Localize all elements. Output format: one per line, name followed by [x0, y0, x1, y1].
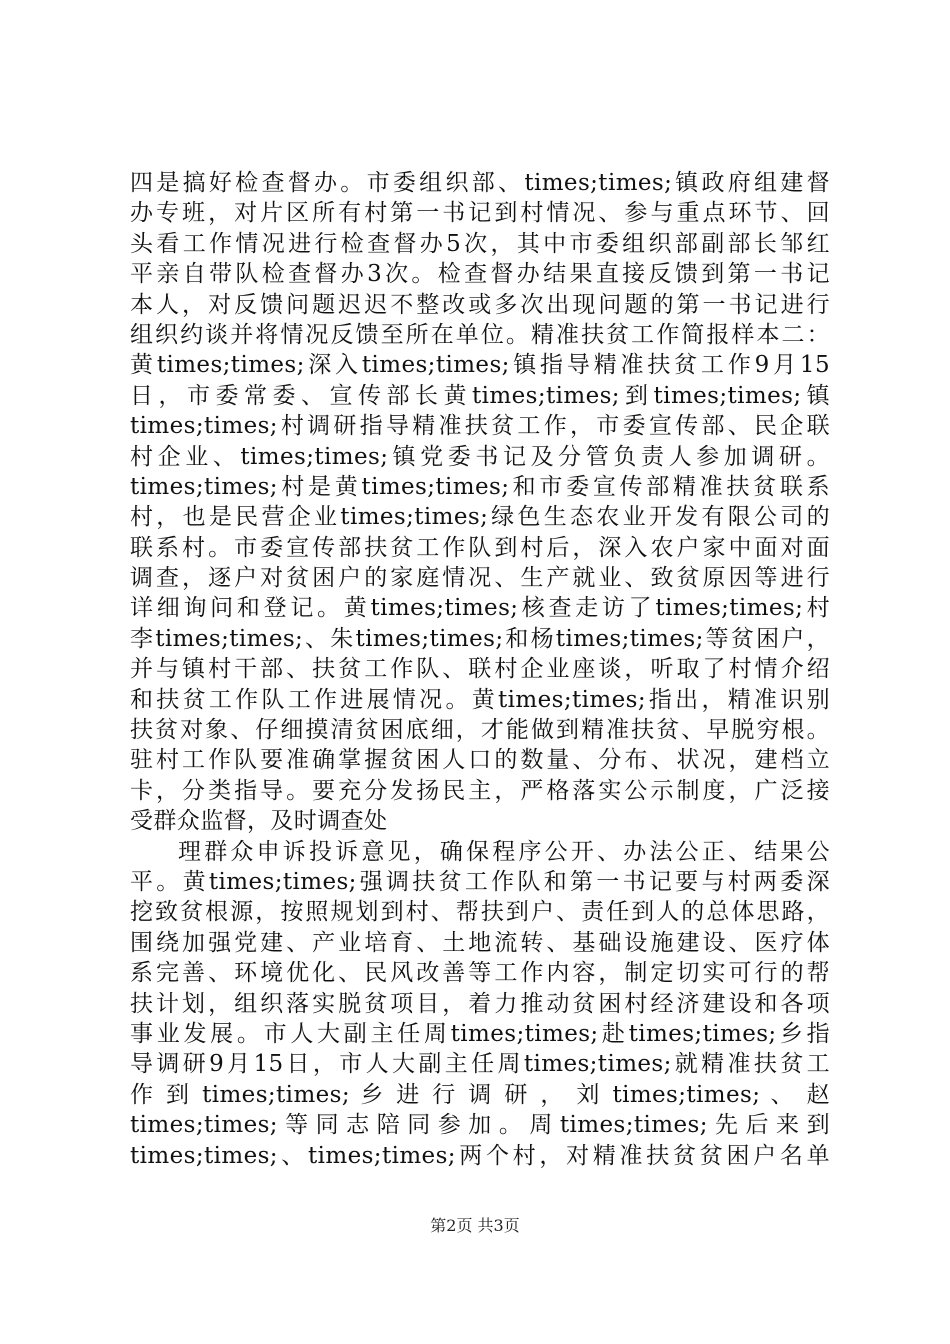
- text-line: times;times;村是黄times;times;和市委宣传部精准扶贫联系: [130, 473, 830, 500]
- text-line: 黄times;times;深入times;times;镇指导精准扶贫工作9月15: [130, 352, 830, 379]
- text-line: times;times;等同志陪同参加。周times;times;先后来到: [130, 1112, 830, 1139]
- text-line: 驻村工作队要准确掌握贫困人口的数量、分布、状况，建档立: [130, 747, 830, 774]
- text-line: 围绕加强党建、产业培育、土地流转、基础设施建设、医疗体: [130, 929, 830, 956]
- text-line: 办专班，对片区所有村第一书记到村情况、参与重点环节、回: [130, 200, 830, 227]
- paragraph-2: [130, 837, 830, 1171]
- text-line: times;times;村调研指导精准扶贫工作，市委宣传部、民企联: [130, 413, 830, 440]
- text-line: 受群众监督，及时调查处: [130, 808, 388, 835]
- paragraph-1: [130, 168, 830, 837]
- text-line: times;times;、times;times;两个村，对精准扶贫贫困户名单: [130, 1142, 830, 1169]
- text-line: 日，市委常委、宣传部长黄times;times;到times;times;镇: [130, 382, 830, 409]
- text-line: 作 到 times;times; 乡 进 行 调 研 ， 刘 times;times; 、 赵: [130, 1081, 830, 1108]
- text-line: 村，也是民营企业times;times;绿色生态农业开发有限公司的: [130, 504, 830, 531]
- text-line: 并与镇村干部、扶贫工作队、联村企业座谈，听取了村情介绍: [130, 656, 830, 683]
- page-number-label: 第2页 共3页: [430, 1216, 520, 1235]
- text-line: 理群众申诉投诉意见，确保程序公开、办法公正、结果公: [178, 838, 830, 865]
- text-line: 扶计划，组织落实脱贫项目，着力推动贫困村经济建设和各项: [130, 990, 830, 1017]
- text-line: 卡，分类指导。要充分发扬民主，严格落实公示制度，广泛接: [130, 777, 830, 804]
- text-line: 村企业、times;times;镇党委书记及分管负责人参加调研。: [130, 443, 830, 470]
- text-line: 导调研9月15日，市人大副主任周times;times;就精准扶贫工: [130, 1051, 830, 1078]
- text-line: 平。黄times;times;强调扶贫工作队和第一书记要与村两委深: [130, 868, 830, 895]
- text-line: 头看工作情况进行检查督办5次，其中市委组织部副部长邹红: [130, 230, 830, 257]
- text-line: 联系村。市委宣传部扶贫工作队到村后，深入农户家中面对面: [130, 534, 830, 561]
- text-line: 详细询问和登记。黄times;times;核查走访了times;times;村: [130, 595, 830, 622]
- text-line: 和扶贫工作队工作进展情况。黄times;times;指出，精准识别: [130, 686, 830, 713]
- text-line: 李times;times;、朱times;times;和杨times;times;等贫困户，: [130, 625, 830, 652]
- text-line: 四是搞好检查督办。市委组织部、times;times;镇政府组建督: [130, 170, 830, 196]
- page-footer: [0, 1216, 950, 1236]
- text-line: 平亲自带队检查督办3次。检查督办结果直接反馈到第一书记: [130, 261, 830, 288]
- text-line: 组织约谈并将情况反馈至所在单位。精准扶贫工作简报样本二：: [130, 321, 830, 348]
- document-body: [130, 168, 830, 1171]
- text-line: 挖致贫根源，按照规划到村、帮扶到户、责任到人的总体思路，: [130, 899, 830, 926]
- text-line: 扶贫对象、仔细摸清贫困底细，才能做到精准扶贫、早脱穷根。: [130, 717, 830, 744]
- text-line: 调查，逐户对贫困户的家庭情况、生产就业、致贫原因等进行: [130, 565, 830, 592]
- text-line: 事业发展。市人大副主任周times;times;赴times;times;乡指: [130, 1020, 830, 1047]
- text-line: 系完善、环境优化、民风改善等工作内容，制定切实可行的帮: [130, 960, 830, 987]
- text-line: 本人，对反馈问题迟迟不整改或多次出现问题的第一书记进行: [130, 291, 830, 318]
